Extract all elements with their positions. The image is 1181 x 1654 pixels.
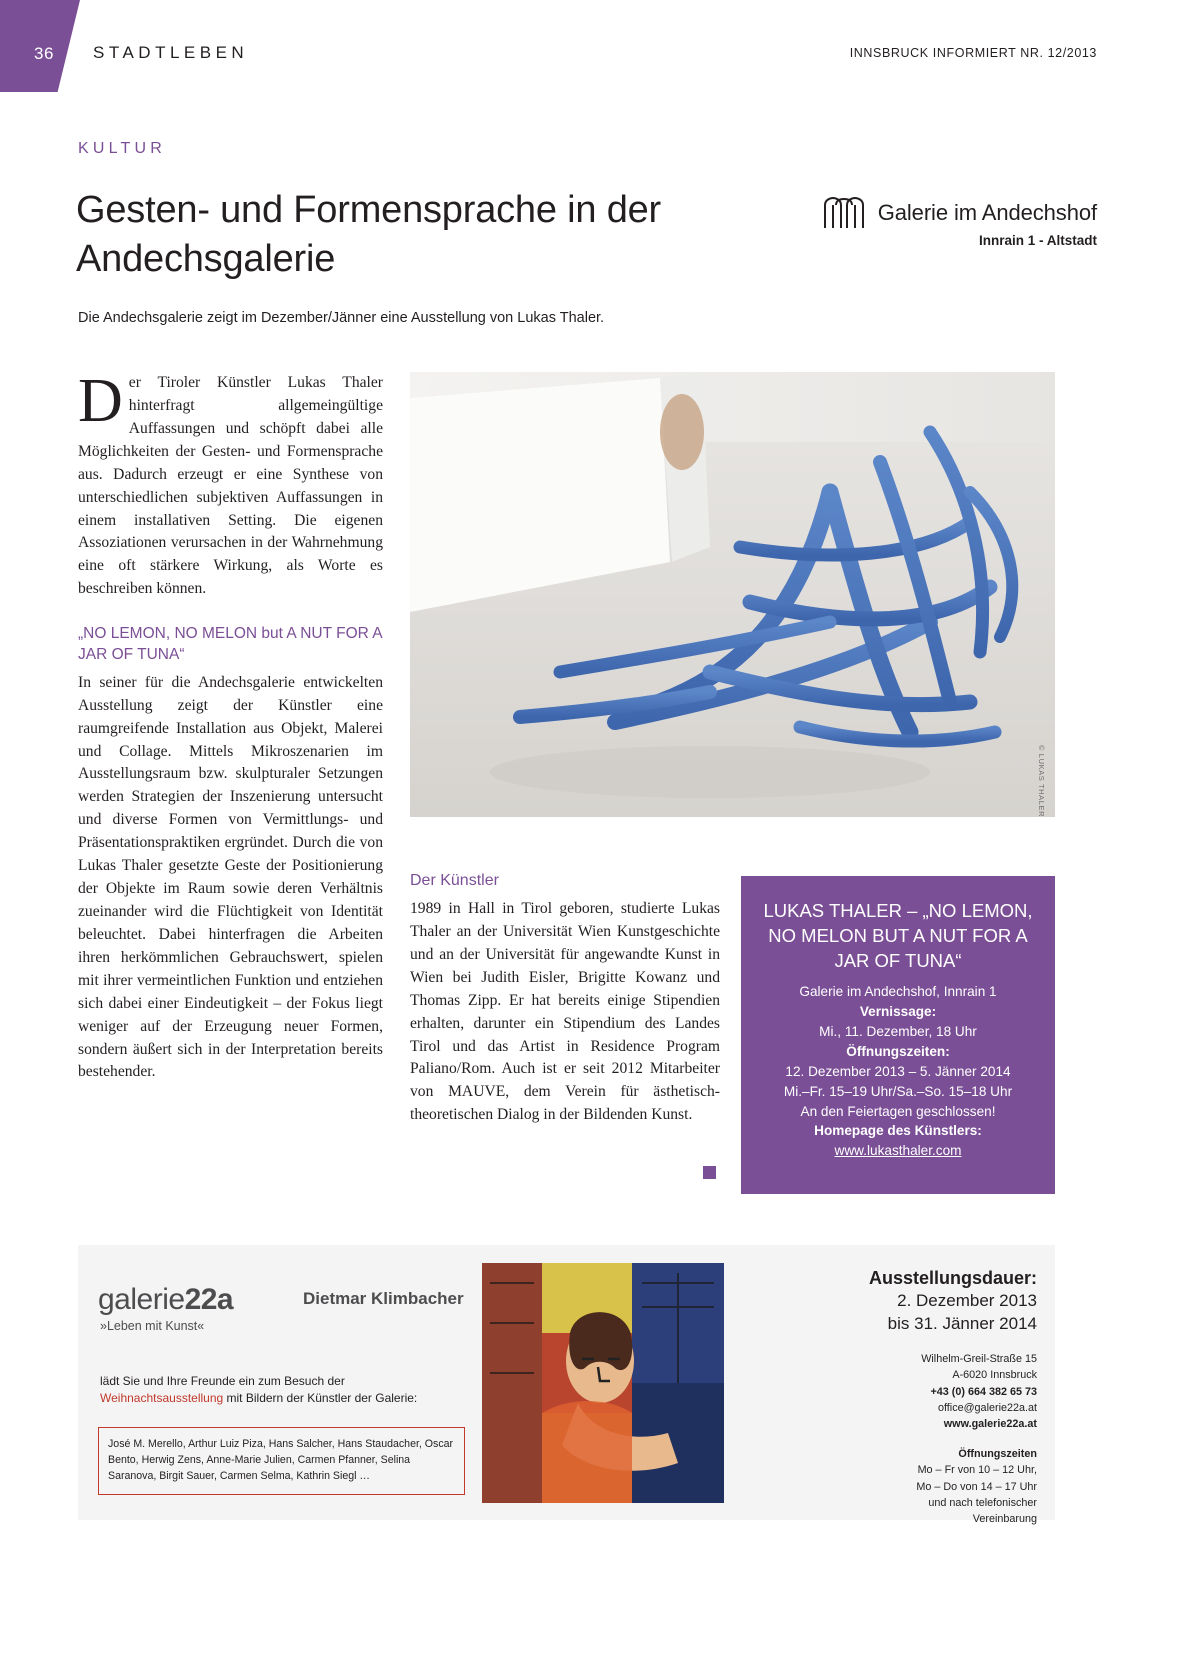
article-standfirst: Die Andechsgalerie zeigt im Dezember/Jänner eine Ausstellung von Lukas Thaler. bbox=[78, 310, 605, 326]
issue-info: INNSBRUCK INFORMIERT NR. 12/2013 bbox=[849, 46, 1097, 60]
ad-logo-light: galerie bbox=[98, 1283, 185, 1316]
artist-column bbox=[410, 872, 720, 1127]
ad-phone: +43 (0) 664 382 65 73 bbox=[930, 1385, 1037, 1398]
ad-artists-list: José M. Merello, Arthur Luiz Piza, Hans Salcher, Hans Staudacher, Oscar Bento, Herwig Zens, Anne-Marie Julien, Carmen Pfanner, Selina Saranova, Birgit Sauer, Carmen Selma, Kathrin Siegl … bbox=[98, 1427, 465, 1495]
article-photo bbox=[410, 372, 1055, 817]
drop-cap: D bbox=[78, 367, 123, 435]
ad-artist-name: Dietmar Klimbacher bbox=[303, 1289, 464, 1308]
ad-logo-bold: 22a bbox=[184, 1283, 234, 1316]
photo-credit: © LUKAS THALER bbox=[1037, 745, 1046, 818]
ad-artwork-image bbox=[482, 1263, 724, 1503]
lead-paragraph-block bbox=[78, 367, 383, 601]
ad-hours-line1: Mo – Fr von 10 – 12 Uhr, bbox=[917, 1464, 1037, 1477]
info-title: LUKAS THALER – „NO LEMON, NO MELON BUT A NUT FOR A JAR OF TUNA“ bbox=[763, 900, 1033, 972]
info-venue: Galerie im Andechshof, Innrain 1 bbox=[799, 984, 997, 1000]
gallery-columns-icon bbox=[823, 196, 865, 230]
advertisement bbox=[78, 1245, 1055, 1525]
exhibition-info-box bbox=[741, 876, 1055, 1194]
article-left-column bbox=[78, 367, 383, 1084]
article-kicker: KULTUR bbox=[78, 140, 167, 157]
ad-duration-line2: bis 31. Jänner 2014 bbox=[887, 1313, 1037, 1333]
ad-hours-line2: Mo – Do von 14 – 17 Uhr bbox=[916, 1480, 1037, 1493]
info-dates: 12. Dezember 2013 – 5. Jänner 2014 bbox=[785, 1063, 1011, 1079]
info-vernissage-label: Vernissage: bbox=[859, 1004, 937, 1020]
article-body-paragraph: In seiner für die Andechsgalerie entwickelten Ausstellung zeigt der Künstler eine raumgreifende Installation aus Objekt, Malerei und Collage. Mittels Mikroszenarien im Ausstellungsraum bzw. skulpturaler Setzungen werden Strategien der Inszenierung untersucht und diverse Formen von Vermittlungs- und Präsentationspraktiken ergründet. Durch die von Lukas Thaler gesetzte Geste der Positionierung der Objekte im Raum sowie deren Verhältnis zueinander wird die Flüchtigkeit von Identität beleuchtet. Dabei hinterfragen die Arbeiten ihren herkömmlichen Gebrauchswert, spielen mit ihrer vermeintlichen Funktion und entziehen sich dabei einer Eindeutigkeit – der Fokus liegt weniger auf der Erzeugung neuer Formen, sondern äußert sich in der Interpretation bereits bestehender. bbox=[78, 673, 383, 1081]
ad-duration-line1: 2. Dezember 2013 bbox=[897, 1291, 1037, 1311]
ad-hours-line4: Vereinbarung bbox=[972, 1512, 1037, 1525]
info-holiday-note: An den Feiertagen geschlossen! bbox=[800, 1103, 996, 1119]
page-number: 36 bbox=[34, 44, 54, 63]
info-hours-value: Mi.–Fr. 15–19 Uhr/Sa.–So. 15–18 Uhr bbox=[783, 1083, 1013, 1099]
gallery-address: Innrain 1 - Altstadt bbox=[978, 233, 1097, 248]
ad-address-line1: Wilhelm-Greil-Straße 15 bbox=[921, 1353, 1037, 1366]
ad-hours-title: Öffnungszeiten bbox=[958, 1448, 1037, 1461]
ad-website[interactable]: www.galerie22a.at bbox=[943, 1418, 1037, 1431]
end-of-article-marker bbox=[703, 1166, 716, 1179]
artist-heading: Der Künstler bbox=[410, 872, 499, 889]
gallery-logo bbox=[823, 196, 1097, 248]
lead-paragraph: er Tiroler Künstler Lukas Thaler hinterfragt allgemeingültige Auffassungen und schöpft dabei alle Möglichkeiten der Gesten- und Formensprache aus. Dadurch erzeugt er eine Synthese von unterschiedlichen subjektiven Auffassungen in einem installativen Setting. Die eigenen Assoziationen verursachen in der Wahrnehmung eine oft stärkere Wirkung, als Worte es beschreiben können. bbox=[78, 374, 383, 598]
ad-logo-tagline: »Leben mit Kunst« bbox=[100, 1319, 205, 1333]
artist-text: 1989 in Hall in Tirol geboren, studierte Lukas Thaler an der Universität Wien Kunstgeschichte und an der Universität für angewandte Kunst in Wien bei Judith Eisler, Brigitte Kowanz und Thomas Zipp. Er hat bereits einige Stipendien erhalten, darunter ein Stipendium des Landes Tirol und das Artist in Residence Program Paliano/Rom. Auch ist er seit 2012 Mitarbeiter von MAUVE, dem Verein für ästhetisch-theoretischen Dialog in der Bildenden Kunst. bbox=[410, 900, 720, 1124]
ad-invite-line2: mit Bildern der Künstler der Galerie: bbox=[223, 1391, 418, 1406]
page-title: Gesten- und Formensprache in der Andechsgalerie bbox=[76, 189, 662, 281]
ad-invitation bbox=[100, 1373, 480, 1408]
ad-invite-highlight: Weihnachtsausstellung bbox=[100, 1391, 224, 1406]
ad-address bbox=[737, 1351, 1037, 1432]
section-name: STADTLEBEN bbox=[93, 43, 249, 62]
ad-hours-line3: und nach telefonischer bbox=[928, 1496, 1037, 1509]
article-subheading: „NO LEMON, NO MELON but A NUT FOR A JAR OF TUNA“ bbox=[78, 625, 382, 663]
info-homepage-link[interactable]: www.lukasthaler.com bbox=[834, 1143, 962, 1159]
ad-details bbox=[737, 1267, 1037, 1527]
info-hours-label: Öffnungszeiten: bbox=[846, 1044, 950, 1059]
info-homepage-label: Homepage des Künstlers: bbox=[814, 1123, 982, 1139]
ad-duration-title: Ausstellungsdauer: bbox=[868, 1268, 1037, 1288]
info-vernissage-value: Mi., 11. Dezember, 18 Uhr bbox=[819, 1024, 977, 1040]
ad-address-line2: A-6020 Innsbruck bbox=[952, 1369, 1037, 1382]
ad-invite-line1: lädt Sie und Ihre Freunde ein zum Besuch der bbox=[100, 1374, 345, 1388]
ad-email[interactable]: office@galerie22a.at bbox=[937, 1401, 1037, 1414]
ad-hours bbox=[737, 1446, 1037, 1527]
page-header bbox=[0, 0, 1181, 92]
gallery-name: Galerie im Andechshof bbox=[877, 200, 1097, 225]
ad-invite-line2-wrap bbox=[100, 1390, 480, 1407]
